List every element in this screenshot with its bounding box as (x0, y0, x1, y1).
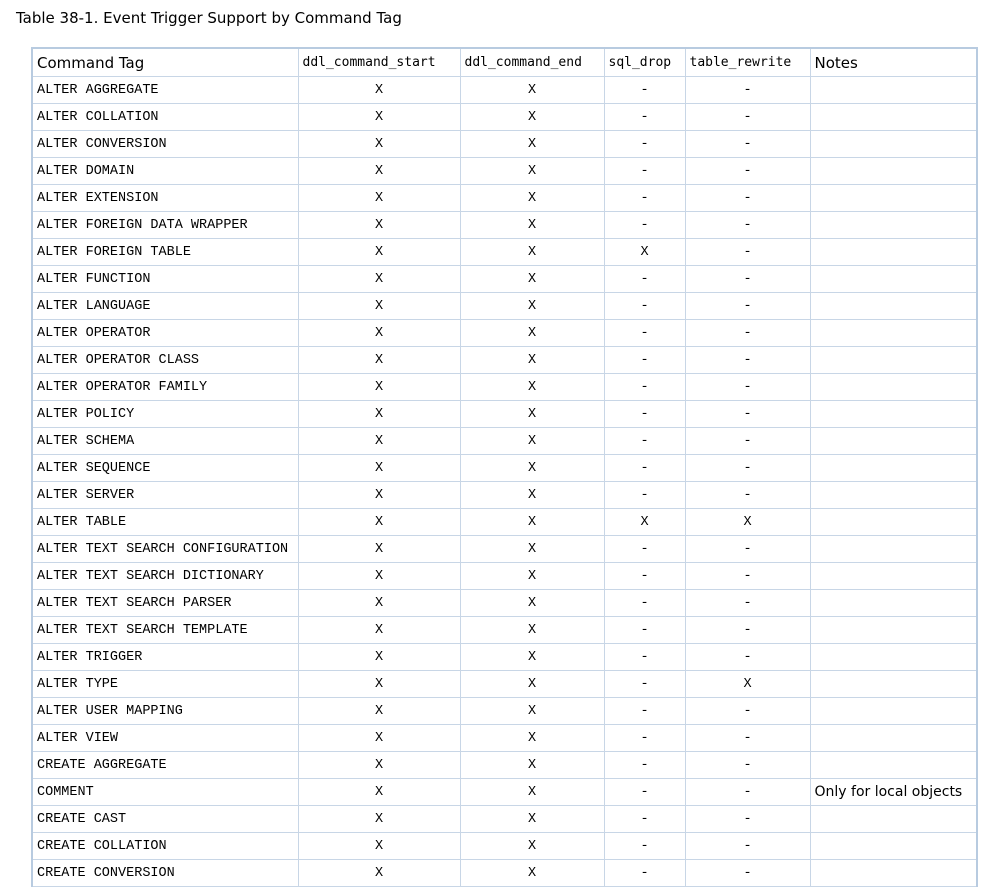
cell-table-rewrite: - (685, 239, 810, 266)
cell-command-tag: ALTER CONVERSION (33, 131, 298, 158)
cell-ddl-command-start: X (298, 833, 460, 860)
cell-command-tag: CREATE CONVERSION (33, 860, 298, 887)
column-header-ddl-command-start: ddl_command_start (298, 49, 460, 77)
cell-sql-drop: - (604, 563, 685, 590)
cell-command-tag: ALTER FUNCTION (33, 266, 298, 293)
cell-sql-drop: - (604, 455, 685, 482)
cell-command-tag: ALTER TEXT SEARCH PARSER (33, 590, 298, 617)
table-row (33, 779, 976, 806)
cell-sql-drop: - (604, 725, 685, 752)
cell-ddl-command-end: X (460, 401, 604, 428)
table-row (33, 104, 976, 131)
cell-sql-drop: - (604, 590, 685, 617)
cell-sql-drop: - (604, 212, 685, 239)
event-trigger-table (33, 49, 976, 887)
table-row (33, 239, 976, 266)
cell-notes (810, 752, 976, 779)
cell-table-rewrite: - (685, 185, 810, 212)
cell-table-rewrite: - (685, 374, 810, 401)
cell-command-tag: ALTER TEXT SEARCH TEMPLATE (33, 617, 298, 644)
table-row (33, 833, 976, 860)
table-row (33, 725, 976, 752)
cell-sql-drop: - (604, 833, 685, 860)
cell-sql-drop: - (604, 644, 685, 671)
cell-ddl-command-end: X (460, 563, 604, 590)
cell-notes (810, 374, 976, 401)
cell-ddl-command-start: X (298, 266, 460, 293)
cell-command-tag: COMMENT (33, 779, 298, 806)
cell-table-rewrite: - (685, 212, 810, 239)
table-row (33, 185, 976, 212)
cell-notes (810, 401, 976, 428)
cell-notes (810, 509, 976, 536)
cell-ddl-command-end: X (460, 104, 604, 131)
cell-table-rewrite: - (685, 77, 810, 104)
cell-ddl-command-start: X (298, 374, 460, 401)
cell-sql-drop: - (604, 536, 685, 563)
cell-ddl-command-start: X (298, 401, 460, 428)
cell-command-tag: ALTER SCHEMA (33, 428, 298, 455)
cell-table-rewrite: - (685, 482, 810, 509)
cell-ddl-command-start: X (298, 212, 460, 239)
table-row (33, 509, 976, 536)
cell-table-rewrite: - (685, 536, 810, 563)
cell-notes (810, 347, 976, 374)
cell-notes (810, 77, 976, 104)
table-row (33, 374, 976, 401)
cell-ddl-command-start: X (298, 77, 460, 104)
cell-ddl-command-end: X (460, 428, 604, 455)
cell-ddl-command-end: X (460, 509, 604, 536)
cell-ddl-command-start: X (298, 320, 460, 347)
cell-ddl-command-end: X (460, 455, 604, 482)
cell-table-rewrite: - (685, 320, 810, 347)
table-header-row (33, 49, 976, 77)
column-header-notes: Notes (810, 49, 976, 77)
cell-sql-drop: - (604, 617, 685, 644)
cell-command-tag: CREATE COLLATION (33, 833, 298, 860)
table-row (33, 347, 976, 374)
cell-notes: Only for local objects (810, 779, 976, 806)
cell-sql-drop: - (604, 401, 685, 428)
cell-ddl-command-end: X (460, 347, 604, 374)
table-row (33, 563, 976, 590)
cell-ddl-command-start: X (298, 131, 460, 158)
cell-sql-drop: - (604, 347, 685, 374)
cell-ddl-command-start: X (298, 158, 460, 185)
cell-table-rewrite: - (685, 347, 810, 374)
cell-command-tag: ALTER TABLE (33, 509, 298, 536)
cell-sql-drop: - (604, 77, 685, 104)
cell-ddl-command-end: X (460, 77, 604, 104)
cell-notes (810, 455, 976, 482)
cell-sql-drop: - (604, 428, 685, 455)
cell-command-tag: ALTER TRIGGER (33, 644, 298, 671)
cell-ddl-command-start: X (298, 617, 460, 644)
cell-sql-drop: - (604, 671, 685, 698)
cell-command-tag: ALTER FOREIGN DATA WRAPPER (33, 212, 298, 239)
cell-notes (810, 104, 976, 131)
cell-ddl-command-start: X (298, 725, 460, 752)
cell-ddl-command-end: X (460, 752, 604, 779)
cell-command-tag: ALTER COLLATION (33, 104, 298, 131)
cell-ddl-command-start: X (298, 779, 460, 806)
cell-sql-drop: X (604, 509, 685, 536)
cell-command-tag: CREATE CAST (33, 806, 298, 833)
cell-ddl-command-start: X (298, 752, 460, 779)
cell-notes (810, 239, 976, 266)
cell-table-rewrite: - (685, 401, 810, 428)
table-row (33, 698, 976, 725)
table-row (33, 644, 976, 671)
table-row (33, 320, 976, 347)
cell-ddl-command-start: X (298, 698, 460, 725)
cell-ddl-command-start: X (298, 239, 460, 266)
cell-command-tag: ALTER FOREIGN TABLE (33, 239, 298, 266)
cell-sql-drop: - (604, 320, 685, 347)
cell-ddl-command-start: X (298, 455, 460, 482)
cell-table-rewrite: - (685, 455, 810, 482)
table-row (33, 752, 976, 779)
cell-ddl-command-end: X (460, 131, 604, 158)
cell-command-tag: ALTER SERVER (33, 482, 298, 509)
cell-notes (810, 563, 976, 590)
cell-ddl-command-start: X (298, 644, 460, 671)
cell-ddl-command-end: X (460, 374, 604, 401)
cell-ddl-command-start: X (298, 293, 460, 320)
cell-ddl-command-start: X (298, 806, 460, 833)
cell-table-rewrite: - (685, 833, 810, 860)
cell-notes (810, 806, 976, 833)
cell-ddl-command-end: X (460, 158, 604, 185)
event-trigger-table-container (31, 47, 978, 887)
cell-command-tag: ALTER USER MAPPING (33, 698, 298, 725)
cell-table-rewrite: - (685, 590, 810, 617)
cell-command-tag: ALTER OPERATOR CLASS (33, 347, 298, 374)
table-row (33, 671, 976, 698)
cell-notes (810, 860, 976, 887)
table-row (33, 428, 976, 455)
cell-command-tag: ALTER VIEW (33, 725, 298, 752)
cell-notes (810, 644, 976, 671)
cell-notes (810, 428, 976, 455)
cell-command-tag: ALTER DOMAIN (33, 158, 298, 185)
cell-ddl-command-end: X (460, 617, 604, 644)
cell-ddl-command-end: X (460, 239, 604, 266)
cell-ddl-command-end: X (460, 860, 604, 887)
cell-ddl-command-start: X (298, 536, 460, 563)
cell-notes (810, 725, 976, 752)
table-row (33, 590, 976, 617)
cell-ddl-command-end: X (460, 266, 604, 293)
cell-sql-drop: - (604, 293, 685, 320)
column-header-command-tag: Command Tag (33, 49, 298, 77)
cell-command-tag: ALTER LANGUAGE (33, 293, 298, 320)
cell-command-tag: ALTER OPERATOR (33, 320, 298, 347)
cell-table-rewrite: - (685, 644, 810, 671)
cell-table-rewrite: - (685, 860, 810, 887)
cell-notes (810, 266, 976, 293)
cell-notes (810, 833, 976, 860)
cell-sql-drop: - (604, 266, 685, 293)
cell-table-rewrite: - (685, 428, 810, 455)
cell-sql-drop: - (604, 104, 685, 131)
cell-sql-drop: - (604, 779, 685, 806)
cell-ddl-command-end: X (460, 536, 604, 563)
cell-sql-drop: - (604, 482, 685, 509)
cell-table-rewrite: - (685, 266, 810, 293)
table-row (33, 536, 976, 563)
cell-ddl-command-end: X (460, 482, 604, 509)
cell-notes (810, 158, 976, 185)
cell-notes (810, 590, 976, 617)
cell-table-rewrite: - (685, 293, 810, 320)
cell-command-tag: ALTER TYPE (33, 671, 298, 698)
cell-ddl-command-end: X (460, 590, 604, 617)
cell-sql-drop: - (604, 860, 685, 887)
table-row (33, 482, 976, 509)
table-row (33, 293, 976, 320)
cell-sql-drop: X (604, 239, 685, 266)
cell-ddl-command-start: X (298, 347, 460, 374)
table-row (33, 806, 976, 833)
cell-ddl-command-end: X (460, 833, 604, 860)
cell-command-tag: ALTER TEXT SEARCH DICTIONARY (33, 563, 298, 590)
cell-ddl-command-end: X (460, 644, 604, 671)
cell-ddl-command-start: X (298, 509, 460, 536)
cell-notes (810, 212, 976, 239)
cell-table-rewrite: - (685, 779, 810, 806)
table-row (33, 617, 976, 644)
cell-sql-drop: - (604, 698, 685, 725)
cell-ddl-command-start: X (298, 590, 460, 617)
cell-notes (810, 698, 976, 725)
table-row (33, 212, 976, 239)
cell-notes (810, 131, 976, 158)
cell-ddl-command-end: X (460, 725, 604, 752)
cell-table-rewrite: - (685, 806, 810, 833)
cell-notes (810, 482, 976, 509)
cell-notes (810, 293, 976, 320)
cell-notes (810, 617, 976, 644)
cell-table-rewrite: - (685, 752, 810, 779)
column-header-ddl-command-end: ddl_command_end (460, 49, 604, 77)
cell-sql-drop: - (604, 158, 685, 185)
column-header-sql-drop: sql_drop (604, 49, 685, 77)
cell-table-rewrite: - (685, 131, 810, 158)
cell-ddl-command-start: X (298, 104, 460, 131)
cell-table-rewrite: X (685, 509, 810, 536)
cell-sql-drop: - (604, 752, 685, 779)
cell-command-tag: ALTER TEXT SEARCH CONFIGURATION (33, 536, 298, 563)
cell-ddl-command-end: X (460, 698, 604, 725)
cell-ddl-command-start: X (298, 860, 460, 887)
cell-command-tag: ALTER OPERATOR FAMILY (33, 374, 298, 401)
table-row (33, 77, 976, 104)
cell-notes (810, 320, 976, 347)
cell-command-tag: ALTER SEQUENCE (33, 455, 298, 482)
cell-ddl-command-start: X (298, 671, 460, 698)
cell-ddl-command-start: X (298, 428, 460, 455)
table-row (33, 266, 976, 293)
cell-ddl-command-start: X (298, 563, 460, 590)
cell-sql-drop: - (604, 374, 685, 401)
table-body (33, 77, 976, 887)
table-row (33, 860, 976, 887)
cell-command-tag: ALTER AGGREGATE (33, 77, 298, 104)
cell-notes (810, 536, 976, 563)
cell-sql-drop: - (604, 131, 685, 158)
cell-table-rewrite: - (685, 563, 810, 590)
column-header-table-rewrite: table_rewrite (685, 49, 810, 77)
table-caption: Table 38-1. Event Trigger Support by Command Tag (16, 9, 402, 27)
table-row (33, 455, 976, 482)
cell-command-tag: CREATE AGGREGATE (33, 752, 298, 779)
cell-notes (810, 185, 976, 212)
cell-table-rewrite: - (685, 725, 810, 752)
cell-command-tag: ALTER POLICY (33, 401, 298, 428)
cell-ddl-command-end: X (460, 806, 604, 833)
table-row (33, 158, 976, 185)
cell-ddl-command-end: X (460, 320, 604, 347)
cell-table-rewrite: X (685, 671, 810, 698)
cell-sql-drop: - (604, 806, 685, 833)
cell-table-rewrite: - (685, 104, 810, 131)
cell-ddl-command-end: X (460, 293, 604, 320)
cell-ddl-command-end: X (460, 212, 604, 239)
cell-ddl-command-end: X (460, 779, 604, 806)
cell-notes (810, 671, 976, 698)
cell-table-rewrite: - (685, 698, 810, 725)
cell-command-tag: ALTER EXTENSION (33, 185, 298, 212)
cell-table-rewrite: - (685, 617, 810, 644)
cell-ddl-command-start: X (298, 482, 460, 509)
cell-table-rewrite: - (685, 158, 810, 185)
cell-sql-drop: - (604, 185, 685, 212)
table-row (33, 131, 976, 158)
cell-ddl-command-start: X (298, 185, 460, 212)
table-row (33, 401, 976, 428)
cell-ddl-command-end: X (460, 185, 604, 212)
cell-ddl-command-end: X (460, 671, 604, 698)
